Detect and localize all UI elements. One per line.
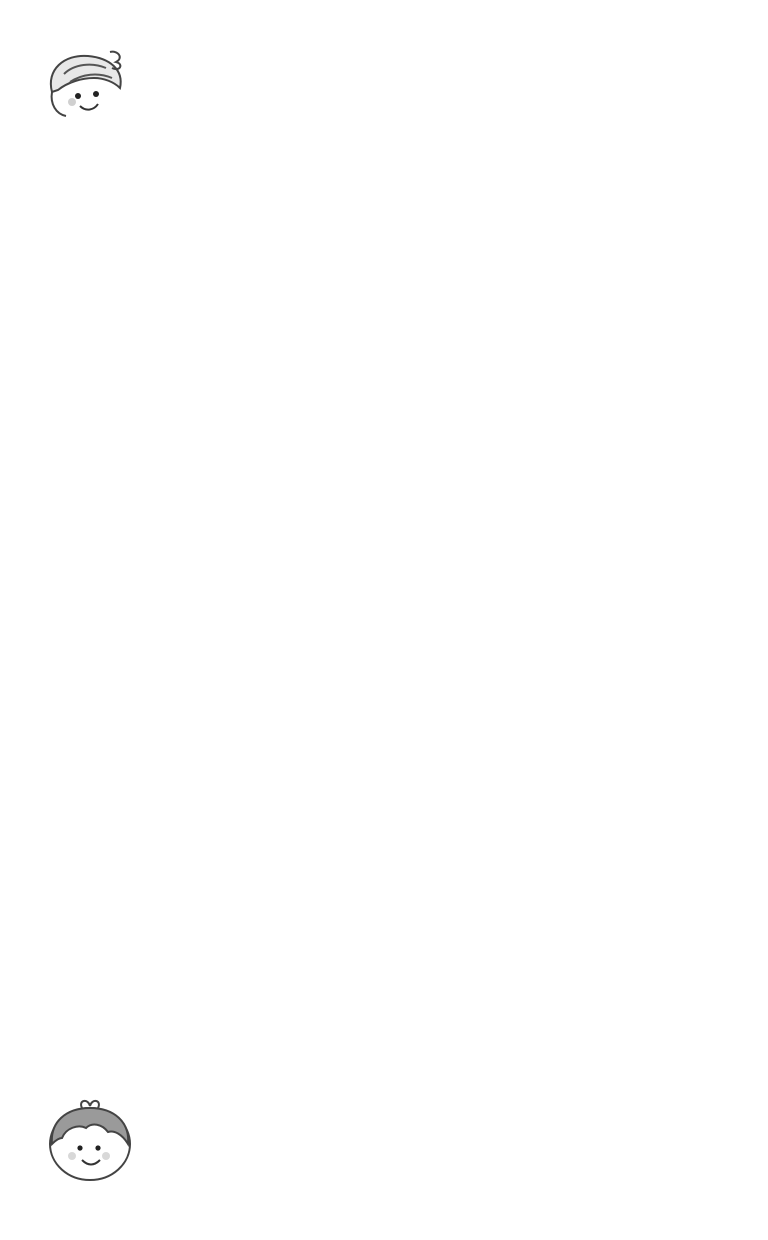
girl-face-icon — [51, 52, 121, 116]
girl-face-icon — [50, 1101, 130, 1180]
